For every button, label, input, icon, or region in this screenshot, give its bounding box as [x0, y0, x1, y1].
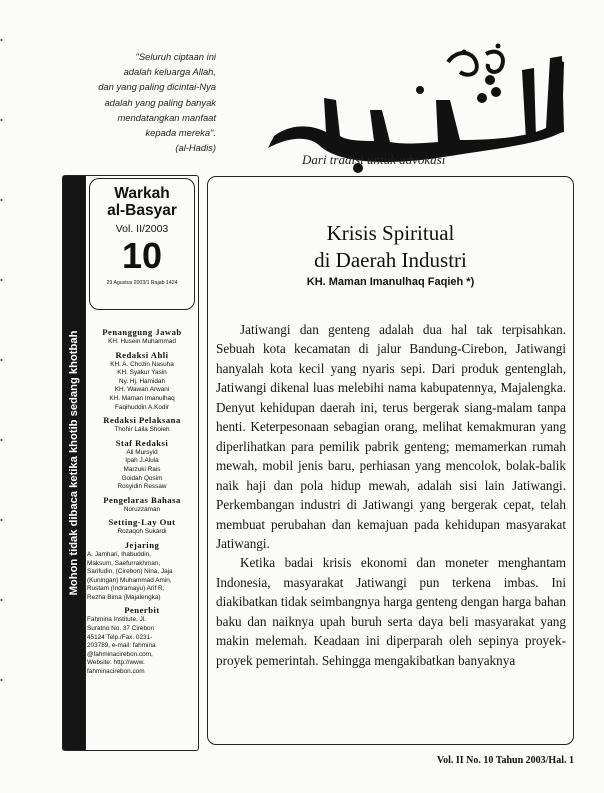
issue-box	[89, 178, 195, 310]
hadith-quote	[40, 49, 216, 155]
quote-line: adalah yang paling banyak	[104, 96, 216, 108]
quote-line: mendatangkan manfaat	[117, 111, 216, 123]
staff-name: Rozaqoh Sukardi	[117, 528, 167, 536]
publisher-line: Website: http://www.	[87, 659, 145, 667]
article-paragraph: Ketika badai krisis ekonomi dan moneter menghantam Indonesia, masyarakat Jatiwangi pun terkena imbas. Ini diakibatkan tidak seimbangnya harga genteng dengan harga bahan baku dan naiknya upah buruh serta daya beli masyarakat yang makin melemah. Keadaan ini diperparah oleh sepinya proyek-proyek pemerintah. Sehingga mengakibatkan banyaknya	[216, 555, 566, 668]
staff-name: A. Jamhari, Ihabuddin,	[87, 550, 151, 558]
article-author: KH. Maman Imanulhaq Faqieh *)	[306, 276, 475, 288]
article-paragraph: Jatiwangi dan genteng adalah dua hal tak terpisahkan. Sebuah kota kecamatan di jalur Bandung-Cirebon, Jatiwangi hanyalah kota kecil yang nyaris sepi. Dari produk gentenglah, Jatiwangi dikenal luas melebihi nama kabupatennya, Majalengka. Denyut kehidupan daerah ini, terus bergerak siang-malam tanpa henti. Keterpesonaan sebagian orang, melihat kemakmuran yang diperlihatkan para pemilik pabrik genteng; memamerkan rumah mewah, mobil jenis baru, perhiasan yang mencolok, bolak-balik naik haji dan pola hidup mewah, adalah sisi lain Jatiwangi. Perkembangan industri di Jatiwangi yang bergerak cepat, telah membuat perubahan dan kemajuan pada kehidupan masyarakat Jatiwangi.	[216, 322, 566, 551]
staff-name: Rosyidin Ressaw	[117, 483, 167, 491]
staff-heading: Jejaring	[124, 539, 160, 550]
issue-date: 29 Agustus 2003/1 Rajab 1424	[106, 280, 178, 286]
staff-heading: Redaksi Pelaksana	[103, 415, 181, 426]
article-box	[207, 176, 574, 745]
staff-name: Faqihuddin A.Kodir	[114, 403, 169, 411]
page-footer: Vol. II No. 10 Tahun 2003/Hal. 1	[436, 755, 574, 766]
staff-heading: Pengelaras Bahasa	[103, 494, 181, 505]
staff-name: Maksum, Saefurrakhman,	[87, 559, 161, 567]
quote-line: dan yang paling dicintai-Nya	[98, 81, 216, 93]
staff-name: KH. Syakur Yasin	[117, 369, 167, 377]
staff-name: KH. Husein Muhammad	[108, 338, 176, 345]
staff-heading: Setting-Lay Out	[108, 517, 176, 528]
publisher-line: 45124 Telp./Fax. 0231-	[87, 633, 153, 641]
staff-name: Ipah J.Alula	[125, 457, 159, 465]
staff-name: (Kuningan) Muhammad Amin,	[87, 576, 172, 584]
publication-title-2: al-Basyar	[107, 202, 177, 219]
staff-name: Rustam (Indramayu) Arif R,	[87, 585, 165, 593]
quote-line: adalah keluarga Allah,	[123, 66, 216, 78]
masthead-sidebar	[62, 175, 199, 751]
staff-heading: Redaksi Ahli	[115, 349, 169, 360]
staff-name: Rezha Bima (Majalengka)	[87, 593, 161, 601]
article-title	[208, 220, 573, 274]
publisher-line: 203789, e-mail: fahmina	[87, 642, 156, 650]
quote-line: kepada mereka".	[145, 127, 216, 139]
vertical-banner	[63, 176, 86, 750]
staff-name: Sarifudin, (Cirebon) Nina, Jaja	[87, 568, 173, 576]
tagline: Dari tradisi untuk advokasi	[302, 152, 446, 167]
publication-title: Warkah	[114, 185, 170, 202]
staff-name: KH. Maman Imanulhaq	[109, 394, 175, 402]
staff-heading: Penanggung Jawab	[102, 327, 182, 337]
staff-name: KH. A. Chozin Nasuha	[110, 360, 174, 368]
publisher-line: @fahminacirebon.com,	[87, 650, 153, 658]
staff-name: Thohir Laila Shoieh	[114, 426, 170, 434]
quote-line: "Seluruh ciptaan ini	[135, 51, 216, 62]
vertical-banner-text: Mohon tidak dibaca ketika khotib sedang khotbah	[68, 330, 80, 596]
staff-name: Noruzzaman	[123, 505, 161, 513]
staff-name: Marzuki Rais	[123, 465, 161, 473]
staff-heading: Penerbit	[124, 605, 160, 616]
article-title-line: Krisis Spiritual	[326, 221, 455, 245]
staff-heading: Staf Redaksi	[115, 437, 169, 448]
binding-dots	[0, 0, 3, 793]
issue-number: 10	[121, 235, 163, 276]
publisher-line: Fahmina Institute, Jl.	[87, 616, 146, 624]
staff-name: KH. Wawan Arwani	[114, 386, 170, 394]
article-body	[216, 320, 566, 670]
staff-list	[87, 324, 197, 677]
staff-name: Goidah Qosim	[121, 474, 163, 482]
quote-source: (al-Hadis)	[175, 142, 216, 154]
article-title-line: di Daerah Industri	[314, 248, 467, 272]
volume-label: Vol. II/2003	[115, 223, 169, 235]
staff-name: Ali Mursyid	[126, 448, 158, 456]
staff-name: Ny. Hj. Hamidah	[118, 377, 166, 385]
publisher-line: fahminacirebon.com	[87, 668, 145, 676]
publisher-line: Suratno No. 37 Cirebon	[87, 625, 155, 633]
